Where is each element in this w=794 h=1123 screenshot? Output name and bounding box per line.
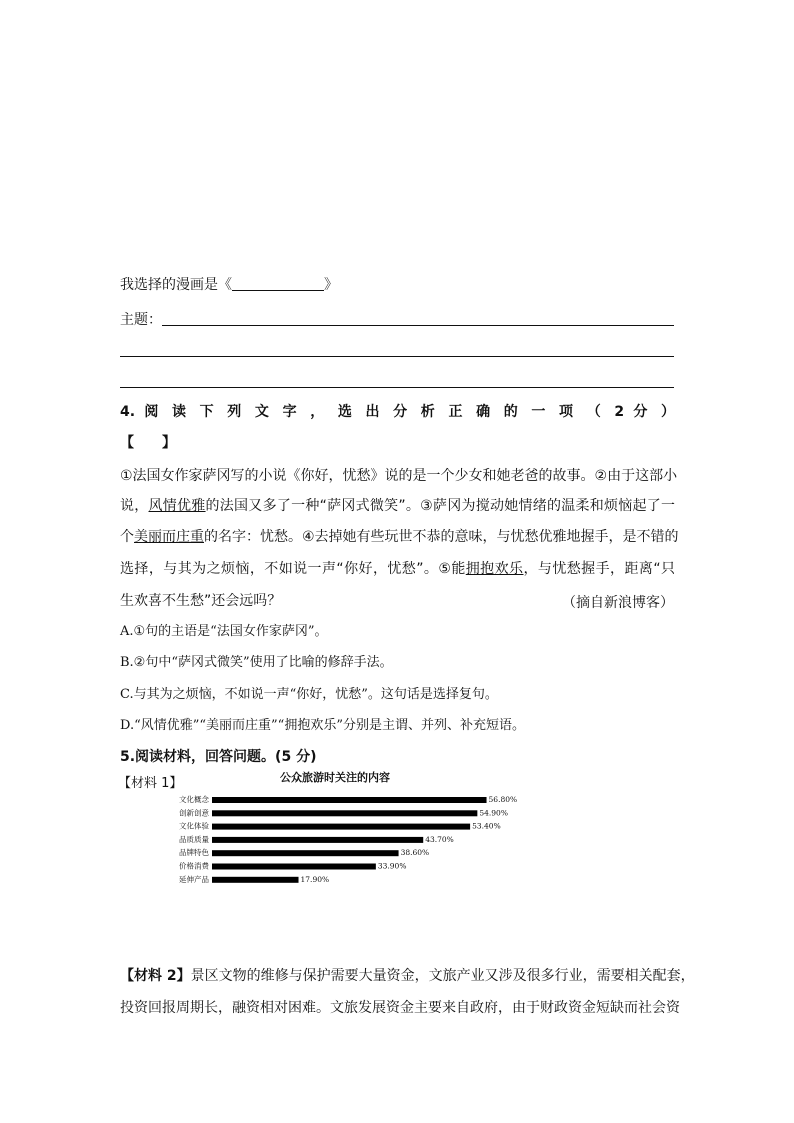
q4-para-line-4 (120, 560, 675, 578)
value-label: 38.60% (400, 848, 430, 858)
q4-source: （摘自新浪博客） (562, 595, 674, 611)
chart-bars (179, 794, 517, 884)
material2-label: 【材料 2】 (120, 968, 191, 984)
text-run: 说， (120, 498, 149, 514)
underlined-phrase: 拥抱欢乐 (465, 561, 524, 577)
value-label: 56.80% (488, 795, 518, 804)
bar (212, 837, 423, 843)
choice-blank[interactable] (232, 276, 324, 291)
bar (212, 864, 376, 870)
theme-label: 主题： (120, 312, 162, 328)
text-run: 的法国又多了一种“萨冈式微笑”。③萨冈为搅动她情绪的温柔和烦恼起了一 (205, 498, 676, 514)
value-label: 17.90% (300, 874, 330, 884)
q4-option-a: A.①句的主语是“法国女作家萨冈”。 (120, 624, 328, 639)
underlined-phrase: 美丽而庄重 (134, 529, 204, 545)
q4-option-d: D.“风情优雅”“美丽而庄重”“拥抱欢乐”分别是主谓、并列、补充短语。 (120, 718, 525, 733)
bar (212, 877, 299, 883)
bar (212, 850, 399, 856)
text-run: 的名字：忧愁。④去掉她有些玩世不恭的意味，与忧愁优雅地握手，是不错的 (204, 529, 679, 545)
category-label: 价格消费 (179, 861, 209, 871)
text-run: 个 (120, 529, 134, 545)
q4-option-b: B.②句中“萨冈式微笑”使用了比喻的修辞手法。 (120, 655, 393, 670)
value-label: 54.90% (479, 808, 508, 818)
theme-answer-line-1[interactable] (162, 325, 674, 326)
bar (212, 824, 470, 830)
material2-line-1 (120, 967, 695, 985)
text-run: ，与忧愁握手，距离“只 (523, 561, 675, 577)
category-label: 延伸产品 (179, 874, 209, 884)
category-label: 创新创意 (179, 808, 209, 818)
text-run: 选择，与其为之烦恼，不如说一声“你好，忧愁”。⑤能 (120, 561, 466, 577)
q5-title: 5.阅读材料，回答问题。(5 分) (120, 749, 317, 765)
q4-para-line-1: ①法国女作家萨冈写的小说《你好，忧愁》说的是一个少女和她老爸的故事。②由于这部小 (120, 468, 678, 484)
category-label: 品质质量 (179, 834, 209, 844)
q4-para-line-3 (120, 528, 679, 546)
value-label: 53.40% (472, 821, 501, 831)
theme-answer-line-3[interactable] (120, 387, 674, 388)
bar (212, 797, 487, 803)
theme-answer-line-2[interactable] (120, 356, 674, 357)
category-label: 文化概念 (179, 795, 209, 804)
text-run: 景区文物的维修与保护需要大量资金，文旅产业又涉及很多行业，需要相关配套， (190, 968, 695, 984)
theme-line (120, 311, 675, 329)
category-label: 品牌特色 (179, 848, 209, 858)
choice-close: 》 (324, 277, 338, 293)
material2-line-2: 投资回报周期长，融资相对困难。文旅发展资金主要来自政府，由于财政资金短缺而社会资 (120, 1000, 680, 1016)
value-label: 43.70% (425, 834, 454, 844)
underlined-phrase: 风情优雅 (148, 498, 206, 514)
choice-line (120, 276, 675, 294)
choice-label: 我选择的漫画是《 (120, 277, 232, 293)
chart-title: 公众旅游时关注的内容 (280, 771, 390, 784)
tourism-attention-bar-chart (165, 771, 518, 891)
q4-para-line-5: 生欢喜不生愁”还会远吗？ (120, 593, 282, 609)
value-label: 33.90% (377, 861, 407, 871)
q4-answer-bracket[interactable]: 【 】 (120, 435, 176, 451)
category-label: 文化体验 (179, 821, 209, 831)
q4-option-c: C.与其为之烦恼，不如说一声“你好，忧愁”。这句话是选择复句。 (120, 687, 498, 702)
material1-label: 【材料 1】 (118, 776, 183, 791)
q4-title: 4. 阅 读 下 列 文 字 ， 选 出 分 析 正 确 的 一 项 （ 2 分 ） (120, 404, 675, 420)
q4-para-line-2 (120, 497, 675, 515)
bar (212, 810, 477, 816)
